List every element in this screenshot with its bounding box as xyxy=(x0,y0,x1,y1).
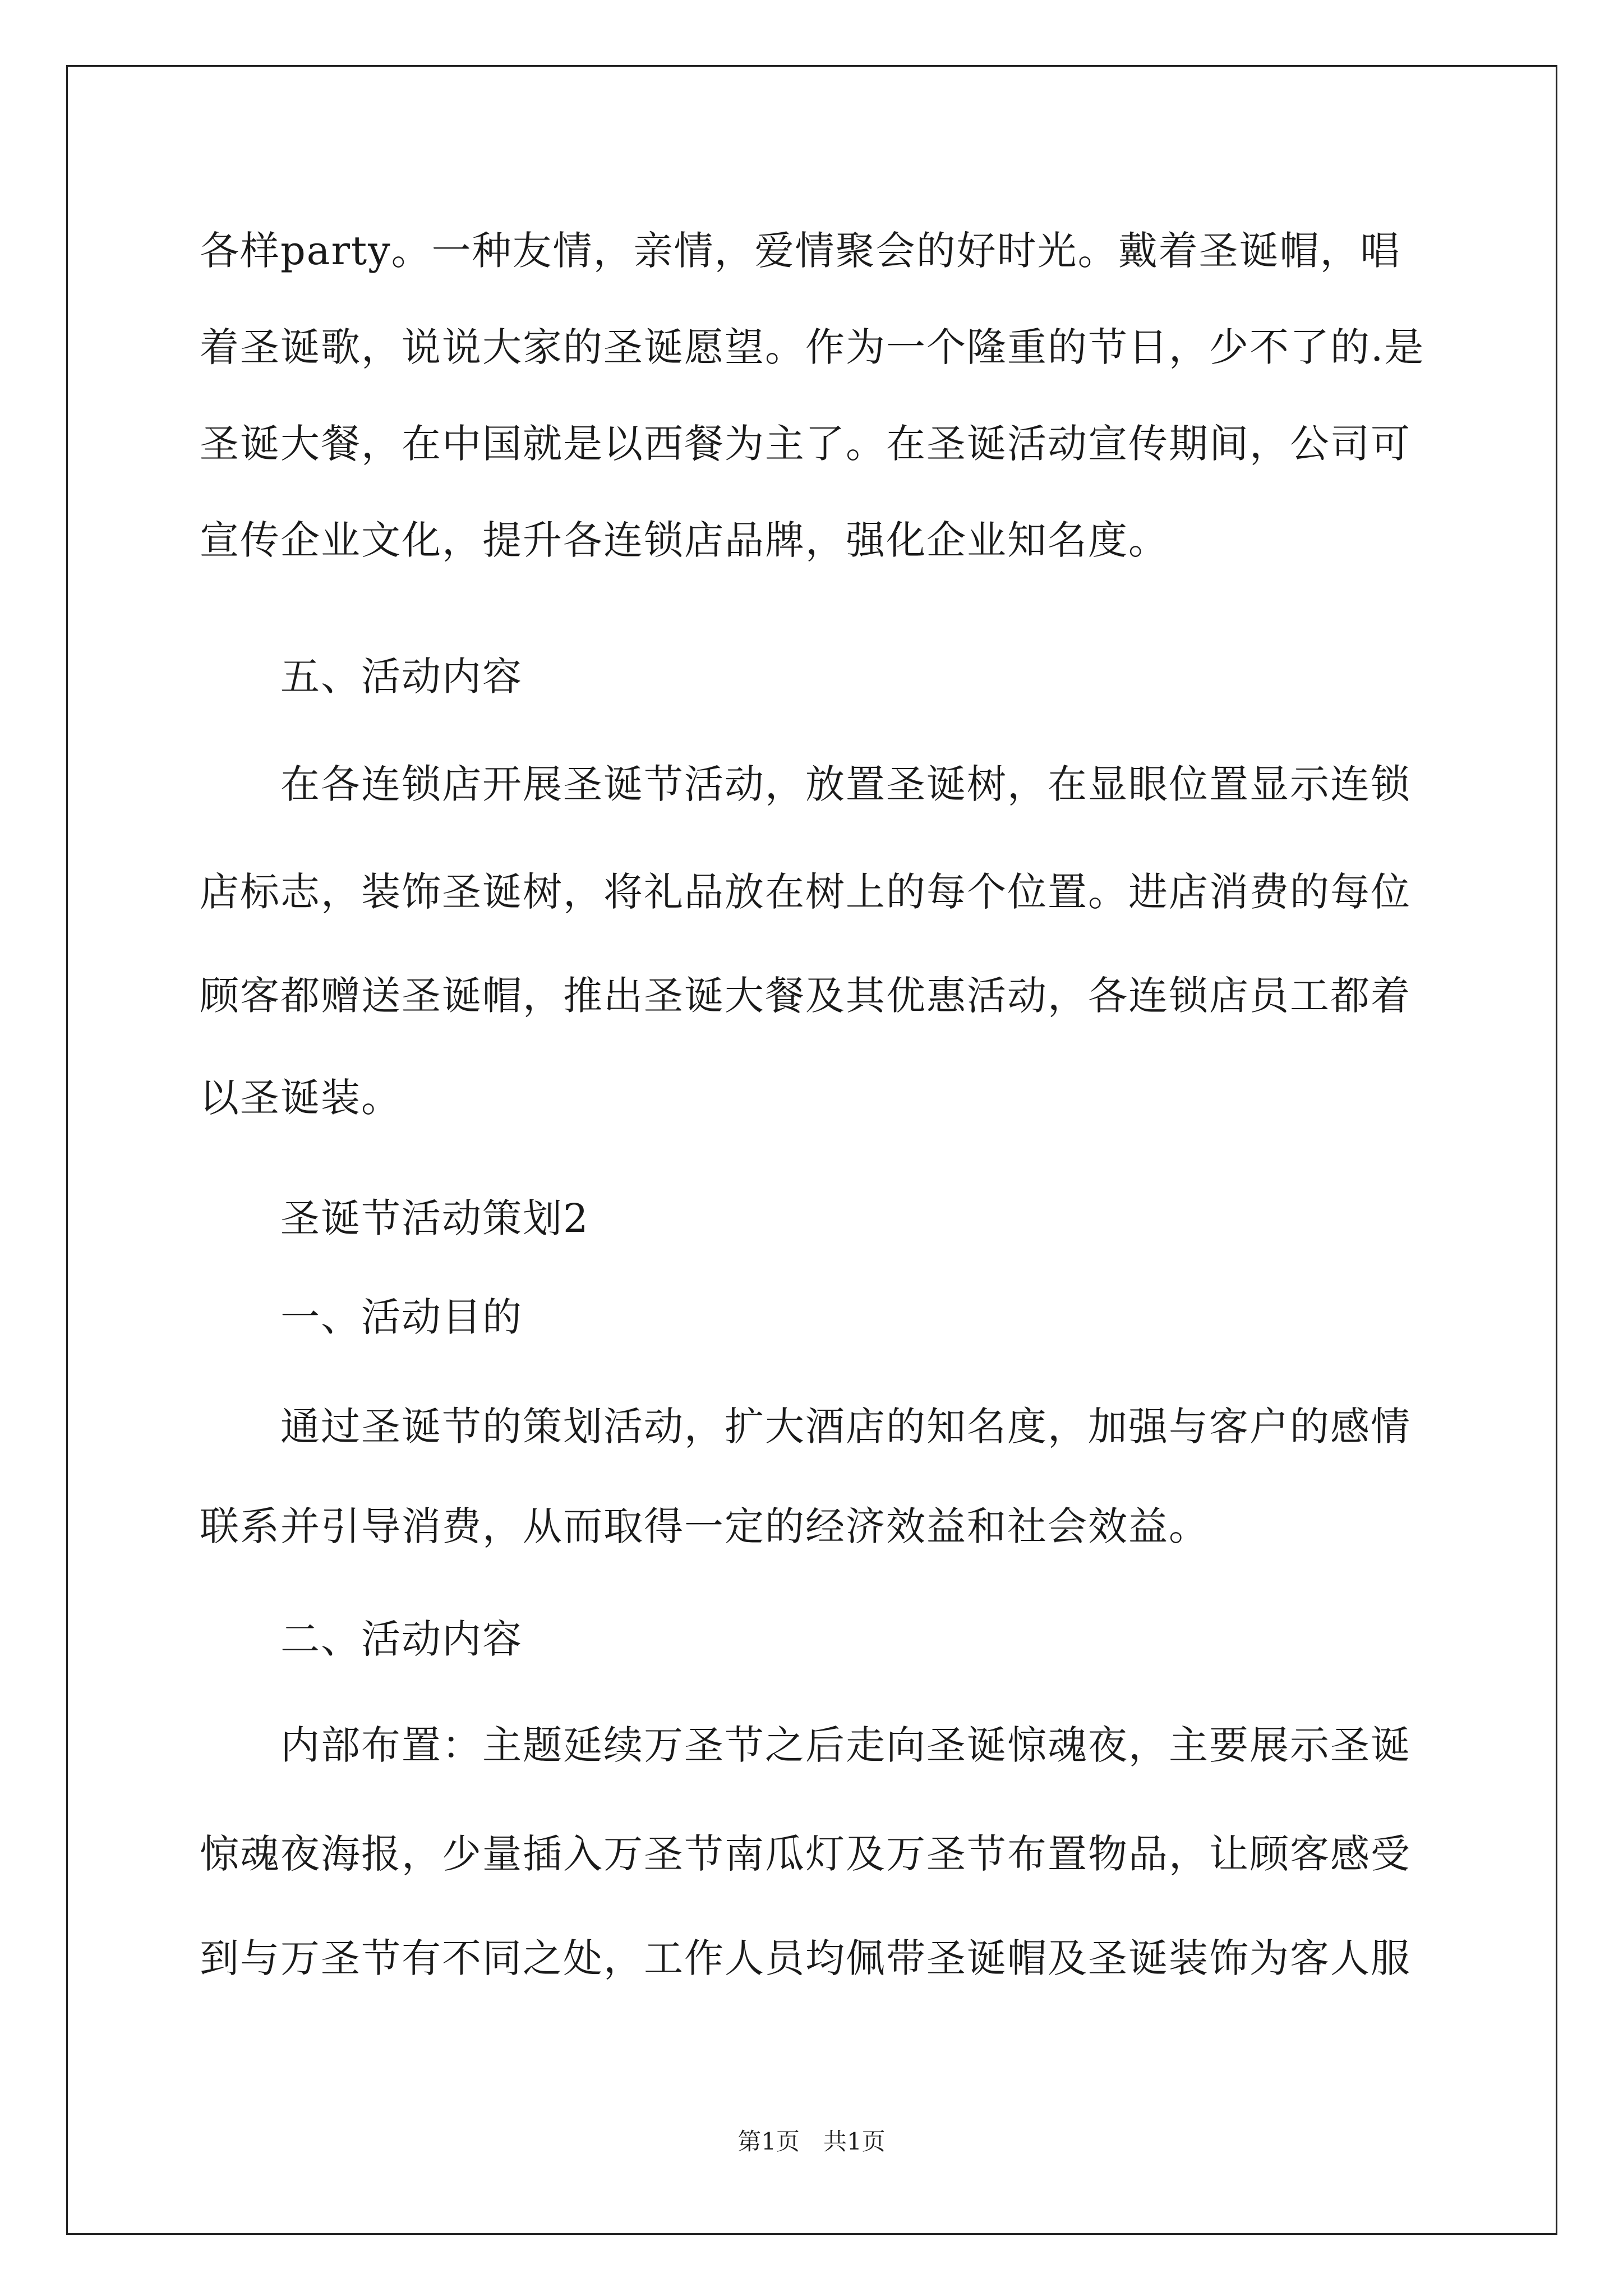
body-line-15: 内部布置：主题延续万圣节之后走向圣诞惊魂夜，主要展示圣诞 xyxy=(280,1722,1411,1768)
section-heading-5: 五、活动内容 xyxy=(280,654,523,700)
plan-title: 圣诞节活动策划2 xyxy=(280,1195,589,1241)
section-heading-1: 一、活动目的 xyxy=(280,1294,523,1340)
body-line-8: 顾客都赠送圣诞帽，推出圣诞大餐及其优惠活动，各连锁店员工都着 xyxy=(200,973,1411,1019)
page-border xyxy=(66,65,1557,2235)
body-line-9: 以圣诞装。 xyxy=(200,1075,402,1121)
body-line-3: 圣诞大餐，在中国就是以西餐为主了。在圣诞活动宣传期间，公司可 xyxy=(200,421,1411,467)
body-line-12: 通过圣诞节的策划活动，扩大酒店的知名度，加强与客户的感情 xyxy=(280,1404,1411,1450)
body-line-1: 各样party。一种友情，亲情，爱情聚会的好时光。戴着圣诞帽，唱 xyxy=(200,228,1401,274)
body-line-13: 联系并引导消费，从而取得一定的经济效益和社会效益。 xyxy=(200,1503,1209,1549)
body-line-2: 着圣诞歌，说说大家的圣诞愿望。作为一个隆重的节日，少不了的.是 xyxy=(200,324,1425,370)
body-line-6: 在各连锁店开展圣诞节活动，放置圣诞树，在显眼位置显示连锁 xyxy=(280,761,1411,807)
section-heading-2: 二、活动内容 xyxy=(280,1616,523,1662)
body-line-7: 店标志，装饰圣诞树，将礼品放在树上的每个位置。进店消费的每位 xyxy=(200,869,1411,915)
page-number-footer: 第1页 共1页 xyxy=(737,2128,886,2155)
body-line-16: 惊魂夜海报，少量插入万圣节南瓜灯及万圣节布置物品，让顾客感受 xyxy=(200,1831,1411,1877)
body-line-17: 到与万圣节有不同之处，工作人员均佩带圣诞帽及圣诞装饰为客人服 xyxy=(200,1935,1411,1981)
body-line-4: 宣传企业文化，提升各连锁店品牌，强化企业知名度。 xyxy=(200,517,1169,563)
